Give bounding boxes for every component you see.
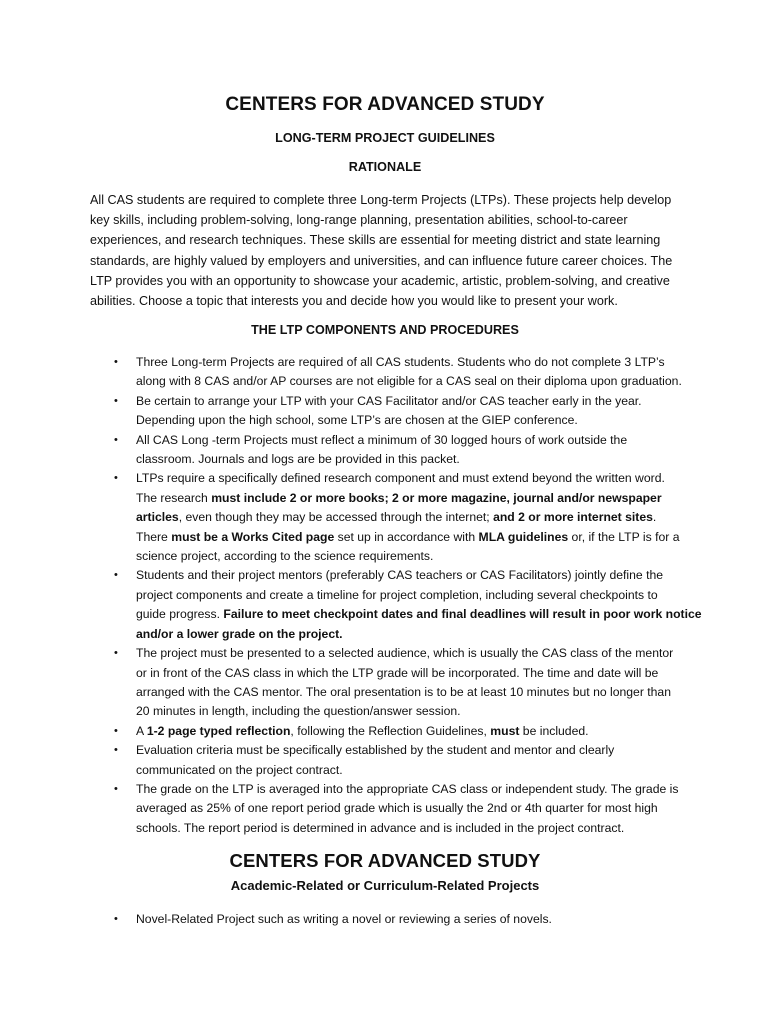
item-line [136, 722, 770, 741]
item-emphasis: 1-2 page typed reflection [146, 723, 291, 738]
item-emphasis: articles [136, 510, 179, 525]
list-item [0, 353, 770, 392]
document-subtitle: LONG-TERM PROJECT GUIDELINES [275, 131, 495, 145]
list-item [0, 644, 770, 722]
item-text: guide progress. [136, 607, 224, 622]
item-line: 20 minutes in length, including the question/answer session. [136, 704, 461, 719]
item-emphasis: and 2 or more internet sites [493, 510, 653, 525]
bullet-icon: • [114, 744, 118, 757]
item-text: , following the Reflection Guidelines, [290, 723, 491, 738]
bullet-icon: • [114, 433, 118, 446]
components-list [0, 353, 770, 838]
item-line: or in front of the CAS class in which the LTP grade will be incorporated. The time and date will be [136, 665, 659, 680]
rationale-line: All CAS students are required to complete three Long-term Projects (LTPs). These projects help develop [90, 193, 672, 207]
item-text: , even though they may be accessed through the internet; [178, 510, 494, 525]
item-line: science project, according to the science requirements. [136, 549, 434, 564]
item-line: Evaluation criteria must be specifically established by the student and mentor and clearly [136, 743, 615, 758]
document-title: CENTERS FOR ADVANCED STUDY [225, 94, 545, 115]
rationale-line: experiences, and research techniques. These skills are essential for meeting district and state learning [90, 233, 661, 248]
list-item [0, 910, 770, 929]
item-line: along with 8 CAS and/or AP courses are not eligible for a CAS seal on their diploma upon graduation. [136, 374, 682, 389]
item-line: communicated on the project contract. [136, 762, 343, 777]
item-line: LTPs require a specifically defined research component and must extend beyond the written word. [136, 471, 665, 486]
item-text: or, if the LTP is for a [568, 529, 680, 544]
item-line: All CAS Long -term Projects must reflect a minimum of 30 logged hours of work outside the [136, 432, 628, 447]
item-line [136, 489, 770, 508]
item-emphasis: must [490, 723, 520, 738]
item-emphasis: must include 2 or more books; 2 or more magazine, journal and/or newspaper [211, 490, 662, 505]
item-text: be included. [519, 723, 589, 738]
item-emphasis: and/or a lower grade on the project. [136, 626, 343, 641]
item-line: Students and their project mentors (preferably CAS teachers or CAS Facilitators) jointly define the [136, 568, 664, 583]
item-line [136, 528, 770, 547]
rationale-heading: RATIONALE [348, 160, 422, 174]
list-item [0, 469, 770, 566]
item-line [136, 605, 770, 624]
item-line: The grade on the LTP is averaged into the appropriate CAS class or independent study. The grade is [136, 781, 679, 796]
item-emphasis: must be a Works Cited page [171, 529, 335, 544]
list-item [0, 780, 770, 838]
section2-list [0, 910, 770, 929]
item-text: There [136, 529, 172, 544]
list-item [0, 431, 770, 470]
bullet-icon: • [114, 569, 118, 582]
item-line [136, 508, 770, 527]
item-line: The project must be presented to a selected audience, which is usually the CAS class of the mentor [136, 646, 674, 661]
item-line: Depending upon the high school, some LTP’s are chosen at the GIEP conference. [136, 413, 578, 428]
item-line: project components and create a timeline for project completion, including several checkpoints to [136, 587, 658, 602]
bullet-icon: • [114, 472, 118, 485]
list-item [0, 741, 770, 780]
rationale-line: standards, are highly valued by employers and universities, and can influence future career choices. The [90, 253, 673, 268]
rationale-paragraph [90, 190, 690, 311]
bullet-icon: • [114, 782, 118, 795]
list-item [0, 392, 770, 431]
item-line: Three Long-term Projects are required of all CAS students. Students who do not complete 3 LTP’s [136, 355, 665, 369]
section2-title: CENTERS FOR ADVANCED STUDY [229, 850, 541, 871]
item-text: set up in accordance with [334, 529, 479, 544]
components-heading: THE LTP COMPONENTS AND PROCEDURES [251, 323, 519, 337]
bullet-icon: • [114, 913, 118, 925]
section2-subtitle: Academic-Related or Curriculum-Related Projects [230, 878, 540, 893]
item-line: Be certain to arrange your LTP with your CAS Facilitator and/or CAS teacher early in the year. [136, 393, 642, 408]
item-text: A [136, 723, 147, 738]
item-line: averaged as 25% of one report period grade which is usually the 2nd or 4th quarter for most high [136, 801, 658, 816]
item-line: schools. The report period is determined in advance and is included in the project contract. [136, 820, 625, 835]
item-line [136, 625, 770, 644]
list-item [0, 722, 770, 741]
bullet-icon: • [114, 647, 118, 660]
item-text: . [652, 510, 657, 525]
rationale-line: LTP provides you with an opportunity to showcase your academic, artistic, problem-solving, and creative [90, 273, 670, 288]
item-emphasis: MLA guidelines [478, 529, 569, 544]
rationale-line: abilities. Choose a topic that interests you and decide how you would like to present your work. [90, 294, 618, 309]
bullet-icon: • [114, 356, 118, 368]
bullet-icon: • [114, 724, 118, 737]
bullet-icon: • [114, 394, 118, 407]
item-text: The research [136, 490, 212, 505]
item-line: classroom. Journals and logs are be provided in this packet. [136, 452, 460, 467]
list-item [0, 566, 770, 644]
item-line: Novel-Related Project such as writing a novel or reviewing a series of novels. [136, 912, 552, 926]
item-emphasis: Failure to meet checkpoint dates and final deadlines will result in poor work notice [223, 607, 702, 622]
item-line: arranged with the CAS mentor. The oral presentation is to be at least 10 minutes but no longer than [136, 684, 671, 699]
rationale-line: key skills, including problem-solving, long-range planning, presentation abilities, school-to-career [90, 213, 628, 228]
